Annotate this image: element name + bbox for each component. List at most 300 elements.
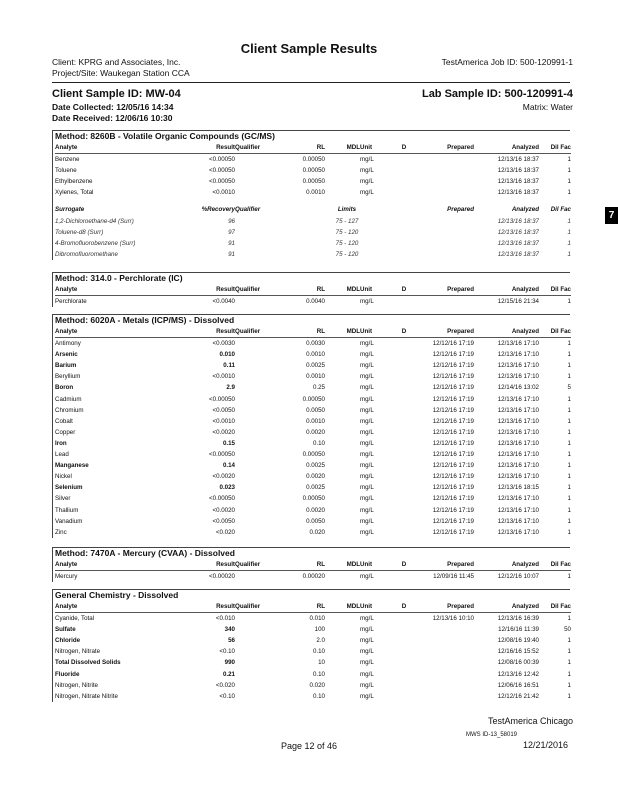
column-header: Result (180, 326, 235, 338)
table-cell (235, 493, 280, 504)
table-cell: Thallium (55, 506, 79, 514)
table-cell: 12/12/16 17:19 (432, 506, 474, 514)
table-cell (394, 176, 414, 187)
table-cell (394, 187, 414, 198)
table-cell: 12/13/16 18:37 (497, 250, 539, 258)
table-cell (325, 657, 360, 668)
column-header: Prepared (414, 326, 474, 338)
method-title: Method: 314.0 - Perchlorate (IC) (55, 273, 183, 283)
table-cell (414, 154, 474, 166)
table-cell: 75 - 120 (335, 228, 359, 236)
table-row (55, 449, 571, 460)
table-cell: <0.0020 (212, 506, 235, 514)
table-cell: 10 (318, 659, 325, 667)
matrix: Matrix: Water (522, 102, 573, 112)
table-cell (325, 427, 360, 438)
table-cell: 0.0020 (306, 506, 325, 514)
table-cell (235, 227, 280, 238)
table-cell (414, 249, 474, 260)
table-cell (394, 516, 414, 527)
table-cell: Lead (55, 451, 69, 459)
results-table (55, 142, 571, 198)
table-cell: 12/14/16 13:02 (497, 384, 539, 392)
table-row (55, 669, 571, 680)
method-title: Method: 7470A - Mercury (CVAA) - Dissolved (55, 548, 235, 558)
table-header-row (55, 601, 571, 613)
table-cell (325, 394, 360, 405)
table-row (55, 657, 571, 668)
table-cell (325, 349, 360, 360)
table-cell: 12/16/16 11:39 (498, 626, 539, 634)
table-cell: 0.00050 (302, 167, 325, 175)
table-cell: 12/12/16 17:19 (432, 406, 474, 414)
table-cell (325, 482, 360, 493)
table-cell: 12/13/16 17:10 (497, 462, 539, 470)
table-cell: 12/13/16 10:10 (432, 615, 474, 623)
table-row (55, 613, 571, 625)
table-cell: 12/13/16 17:10 (497, 417, 539, 425)
results-body (55, 142, 571, 198)
table-cell (325, 187, 360, 198)
table-cell (414, 187, 474, 198)
lab-sample-id: Lab Sample ID: 500-120991-4 (421, 88, 573, 100)
table-row (55, 691, 571, 702)
table-cell: 0.0010 (306, 417, 325, 425)
table-cell: 1 (567, 659, 571, 667)
table-cell: 1 (567, 362, 571, 370)
table-cell: mg/L (360, 692, 374, 700)
column-header: D (394, 326, 414, 338)
table-cell (394, 460, 414, 471)
table-cell: Perchlorate (55, 298, 87, 306)
column-header: Analyte (55, 284, 180, 296)
table-cell: mg/L (360, 473, 374, 481)
section-volatile-organics (52, 130, 570, 260)
table-cell (325, 471, 360, 482)
results-table (55, 601, 571, 702)
table-cell (235, 624, 280, 635)
date-received: Date Received: 12/06/16 10:30 (52, 113, 173, 123)
table-cell: 56 (228, 637, 235, 645)
column-header: Dil Fac (539, 284, 571, 296)
table-cell: 1 (567, 178, 571, 186)
table-cell (235, 405, 280, 416)
table-cell: Nitrogen, Nitrate (55, 648, 101, 656)
method-title: General Chemistry - Dissolved (55, 590, 179, 600)
table-row (55, 516, 571, 527)
table-cell (235, 371, 280, 382)
table-row (55, 427, 571, 438)
table-cell (325, 449, 360, 460)
table-cell (325, 635, 360, 646)
table-cell: 1 (567, 239, 571, 247)
table-cell: 12/13/16 17:10 (497, 428, 539, 436)
table-cell (414, 227, 474, 238)
table-cell (325, 493, 360, 504)
table-cell (235, 646, 280, 657)
surrogate-table (55, 204, 571, 259)
column-header: Dil Fac (550, 206, 571, 214)
table-cell: 1 (567, 156, 571, 164)
table-cell (235, 349, 280, 360)
table-cell (325, 405, 360, 416)
table-cell: 75 - 120 (335, 250, 359, 258)
table-cell: 12/12/16 17:19 (432, 373, 474, 381)
table-cell: 0.00050 (302, 495, 325, 503)
table-cell (235, 249, 280, 260)
table-cell: 0.023 (219, 484, 235, 492)
table-cell (325, 613, 360, 625)
table-cell: <0.00020 (209, 573, 235, 581)
document-ref: MWS ID-13_58019 (466, 732, 518, 738)
table-cell: mg/L (360, 362, 374, 370)
table-cell: <0.00050 (209, 178, 235, 186)
table-cell (414, 669, 474, 680)
table-cell (394, 624, 414, 635)
table-cell: Beryllium (55, 373, 81, 381)
table-cell (235, 296, 280, 308)
table-cell: Ethylbenzene (55, 178, 93, 186)
table-cell: 12/12/16 17:19 (432, 495, 474, 503)
table-cell: 12/13/16 17:10 (497, 439, 539, 447)
column-header: Qualifier (235, 559, 280, 571)
table-cell: 1 (567, 228, 571, 236)
table-cell: 1 (567, 417, 571, 425)
table-row (55, 460, 571, 471)
column-header: Result (180, 284, 235, 296)
table-cell: 12/13/16 16:39 (497, 615, 539, 623)
table-cell: 12/13/16 18:37 (497, 189, 539, 197)
table-cell: 12/12/16 21:42 (497, 692, 539, 700)
table-cell: 1 (567, 506, 571, 514)
table-cell: mg/L (360, 484, 374, 492)
column-header: Qualifier (235, 601, 280, 613)
surrogate-row (55, 227, 571, 238)
table-cell (394, 571, 414, 583)
table-cell: <0.00050 (209, 156, 235, 164)
table-cell: 1 (567, 615, 571, 623)
column-header: Dil Fac (539, 326, 571, 338)
table-cell: 2.9 (226, 384, 235, 392)
table-row (55, 438, 571, 449)
table-cell: <0.0050 (212, 517, 235, 525)
column-header: Analyte (55, 142, 180, 154)
table-cell: 0.0040 (306, 298, 325, 306)
table-cell (414, 680, 474, 691)
table-cell (414, 296, 474, 308)
table-cell: mg/L (360, 406, 374, 414)
table-cell: Nitrogen, Nitrite (55, 681, 98, 689)
results-table (55, 326, 571, 538)
table-cell (325, 680, 360, 691)
table-cell: 1 (567, 495, 571, 503)
method-title: Method: 6020A - Metals (ICP/MS) - Dissolved (55, 315, 235, 325)
table-cell (325, 571, 360, 583)
table-cell: Dibromofluoromethane (55, 250, 118, 258)
table-cell: 12/13/16 18:37 (497, 217, 539, 225)
column-header: Qualifier (235, 142, 280, 154)
table-cell: 12/13/16 18:37 (497, 239, 539, 247)
table-cell: 1 (567, 528, 571, 536)
table-cell: 12/13/16 17:10 (497, 373, 539, 381)
table-cell: Manganese (55, 462, 89, 470)
table-cell (325, 516, 360, 527)
table-cell: 12/12/16 17:19 (432, 340, 474, 348)
table-row (55, 482, 571, 493)
table-cell (235, 187, 280, 198)
table-cell (235, 571, 280, 583)
table-cell (394, 505, 414, 516)
table-cell: 1 (567, 648, 571, 656)
table-cell: <0.00050 (209, 495, 235, 503)
table-cell: <0.0010 (212, 373, 235, 381)
table-cell (235, 691, 280, 702)
column-header: Prepared (414, 601, 474, 613)
table-cell: 12/12/16 17:19 (432, 417, 474, 425)
table-row (55, 187, 571, 198)
table-row (55, 646, 571, 657)
table-cell: 0.0030 (306, 340, 325, 348)
table-cell: 0.010 (309, 615, 325, 623)
table-cell (235, 427, 280, 438)
table-cell (235, 680, 280, 691)
column-header: Limits (337, 206, 357, 214)
table-cell (394, 349, 414, 360)
table-cell: 0.00050 (302, 156, 325, 164)
table-row (55, 394, 571, 405)
table-cell: mg/L (360, 189, 374, 197)
table-cell: 12/12/16 17:19 (432, 362, 474, 370)
surrogate-row (55, 249, 571, 260)
table-cell: Copper (55, 428, 76, 436)
table-cell: mg/L (360, 451, 374, 459)
table-cell: Xylenes, Total (55, 189, 94, 197)
table-cell: 1 (567, 406, 571, 414)
table-cell: 1 (567, 351, 571, 359)
column-header: Analyzed (474, 142, 539, 154)
table-cell: mg/L (360, 384, 374, 392)
table-row (55, 154, 571, 166)
table-cell: 12/13/16 17:10 (497, 451, 539, 459)
table-cell: Boron (55, 384, 74, 392)
table-cell: 1 (567, 484, 571, 492)
table-cell (394, 371, 414, 382)
table-cell: 1 (567, 637, 571, 645)
table-cell: 1 (567, 250, 571, 258)
table-cell (325, 296, 360, 308)
table-cell: 12/12/16 17:19 (432, 528, 474, 536)
table-cell (325, 165, 360, 176)
table-cell (325, 691, 360, 702)
header-divider (52, 82, 570, 83)
table-cell: mg/L (360, 417, 374, 425)
table-cell: 1 (567, 189, 571, 197)
column-header: Prepared (414, 142, 474, 154)
table-cell (235, 154, 280, 166)
table-cell: 12/06/16 16:51 (497, 681, 539, 689)
table-cell: 12/12/16 17:19 (432, 439, 474, 447)
table-cell: mg/L (360, 659, 374, 667)
table-cell: 0.0025 (306, 462, 325, 470)
column-header: MDL (325, 559, 360, 571)
table-cell (235, 216, 280, 227)
table-cell: mg/L (360, 506, 374, 514)
column-header: RL (280, 601, 325, 613)
table-cell (394, 613, 414, 625)
table-cell (325, 371, 360, 382)
table-cell (325, 360, 360, 371)
surrogate-row (55, 216, 571, 227)
table-cell: 340 (224, 626, 235, 634)
client-sample-id: Client Sample ID: MW-04 (52, 88, 181, 100)
table-cell (394, 416, 414, 427)
job-id: TestAmerica Job ID: 500-120991-1 (441, 57, 573, 67)
table-cell: 1 (567, 462, 571, 470)
table-cell: 50 (564, 626, 571, 634)
column-header: MDL (325, 326, 360, 338)
table-cell: Nickel (55, 473, 72, 481)
table-cell: <0.0040 (212, 298, 235, 306)
table-cell (414, 216, 474, 227)
table-cell: mg/L (360, 637, 374, 645)
table-cell (235, 527, 280, 538)
table-cell (235, 382, 280, 393)
table-cell: Toluene (55, 167, 77, 175)
column-header: Qualifier (235, 284, 280, 296)
column-header: Dil Fac (539, 601, 571, 613)
column-header: RL (280, 142, 325, 154)
table-cell (394, 669, 414, 680)
table-cell: 12/13/16 17:10 (497, 517, 539, 525)
table-cell: 0.10 (312, 670, 325, 678)
table-cell (235, 394, 280, 405)
table-cell (394, 657, 414, 668)
column-header: Unit (360, 559, 394, 571)
table-cell (414, 635, 474, 646)
table-cell: mg/L (360, 395, 374, 403)
table-cell (394, 527, 414, 538)
section-tab-marker: 7 (605, 207, 618, 224)
table-cell: 12/12/16 17:19 (432, 517, 474, 525)
table-cell: 12/13/16 18:37 (497, 228, 539, 236)
table-cell: 100 (314, 626, 325, 634)
column-header: Unit (360, 601, 394, 613)
column-header: Analyzed (474, 601, 539, 613)
table-cell: <0.0030 (212, 340, 235, 348)
table-cell (325, 416, 360, 427)
table-cell: 0.0010 (306, 373, 325, 381)
table-cell: Barium (55, 362, 77, 370)
table-cell: 12/12/16 17:19 (432, 451, 474, 459)
table-cell: mg/L (360, 681, 374, 689)
column-header: Prepared (414, 284, 474, 296)
table-cell (394, 165, 414, 176)
table-cell: mg/L (360, 462, 374, 470)
table-row (55, 165, 571, 176)
table-cell: Fluoride (55, 670, 80, 678)
table-cell (414, 238, 474, 249)
section-metals (52, 314, 570, 538)
table-cell (235, 635, 280, 646)
report-date: 12/21/2016 (522, 740, 568, 750)
table-cell: <0.0050 (212, 406, 235, 414)
table-cell: 0.00050 (302, 395, 325, 403)
table-header-row (55, 559, 571, 571)
table-cell: mg/L (360, 626, 374, 634)
table-cell: 12/13/16 18:37 (497, 156, 539, 164)
table-row (55, 176, 571, 187)
table-row (55, 405, 571, 416)
table-cell: Cadmium (55, 395, 82, 403)
table-cell: 1 (567, 428, 571, 436)
page-title: Client Sample Results (240, 41, 378, 56)
table-cell: mg/L (360, 298, 374, 306)
column-header: %Recovery (201, 206, 235, 214)
table-cell (325, 527, 360, 538)
table-cell: 75 - 127 (335, 217, 359, 225)
results-body (55, 601, 571, 702)
table-cell: Selenium (55, 484, 83, 492)
column-header: Unit (360, 284, 394, 296)
table-cell (394, 482, 414, 493)
section-general-chemistry (52, 589, 570, 702)
table-cell: 12/08/16 00:39 (497, 659, 539, 667)
column-header: Analyzed (474, 326, 539, 338)
column-header: Prepared (414, 559, 474, 571)
table-cell (394, 394, 414, 405)
table-cell (414, 657, 474, 668)
table-cell: 12/12/16 17:19 (432, 351, 474, 359)
surrogate-header-row (55, 204, 571, 215)
table-row (55, 382, 571, 393)
page-number: Page 12 of 46 (280, 741, 338, 751)
table-cell (414, 624, 474, 635)
table-cell: Chloride (55, 637, 81, 645)
column-header: Unit (360, 326, 394, 338)
column-header: MDL (325, 601, 360, 613)
table-cell: Arsenic (55, 351, 78, 359)
column-header: D (394, 601, 414, 613)
table-cell (394, 646, 414, 657)
table-cell (235, 516, 280, 527)
column-header: RL (280, 326, 325, 338)
table-cell: 12/13/16 17:10 (497, 406, 539, 414)
table-cell: <0.0010 (212, 189, 235, 197)
table-cell: 1 (567, 517, 571, 525)
table-cell: <0.0020 (212, 473, 235, 481)
table-header-row (55, 326, 571, 338)
table-cell: 12/13/16 18:15 (497, 484, 539, 492)
table-cell: Antimony (55, 340, 81, 348)
method-title: Method: 8260B - Volatile Organic Compounds (GC/MS) (55, 131, 275, 141)
results-table (55, 559, 571, 582)
table-cell: 1 (567, 451, 571, 459)
table-cell: mg/L (360, 615, 374, 623)
table-cell: 0.00050 (302, 451, 325, 459)
column-header: Result (180, 142, 235, 154)
table-row (55, 505, 571, 516)
column-header: Unit (360, 142, 394, 154)
results-body (55, 284, 571, 307)
table-cell (325, 624, 360, 635)
table-cell: mg/L (360, 648, 374, 656)
table-cell: 1 (567, 167, 571, 175)
table-cell: 12/13/16 17:10 (497, 473, 539, 481)
column-header: Analyte (55, 601, 180, 613)
table-cell: 0.020 (309, 528, 325, 536)
column-header: D (394, 142, 414, 154)
table-cell: 12/13/16 17:10 (497, 395, 539, 403)
